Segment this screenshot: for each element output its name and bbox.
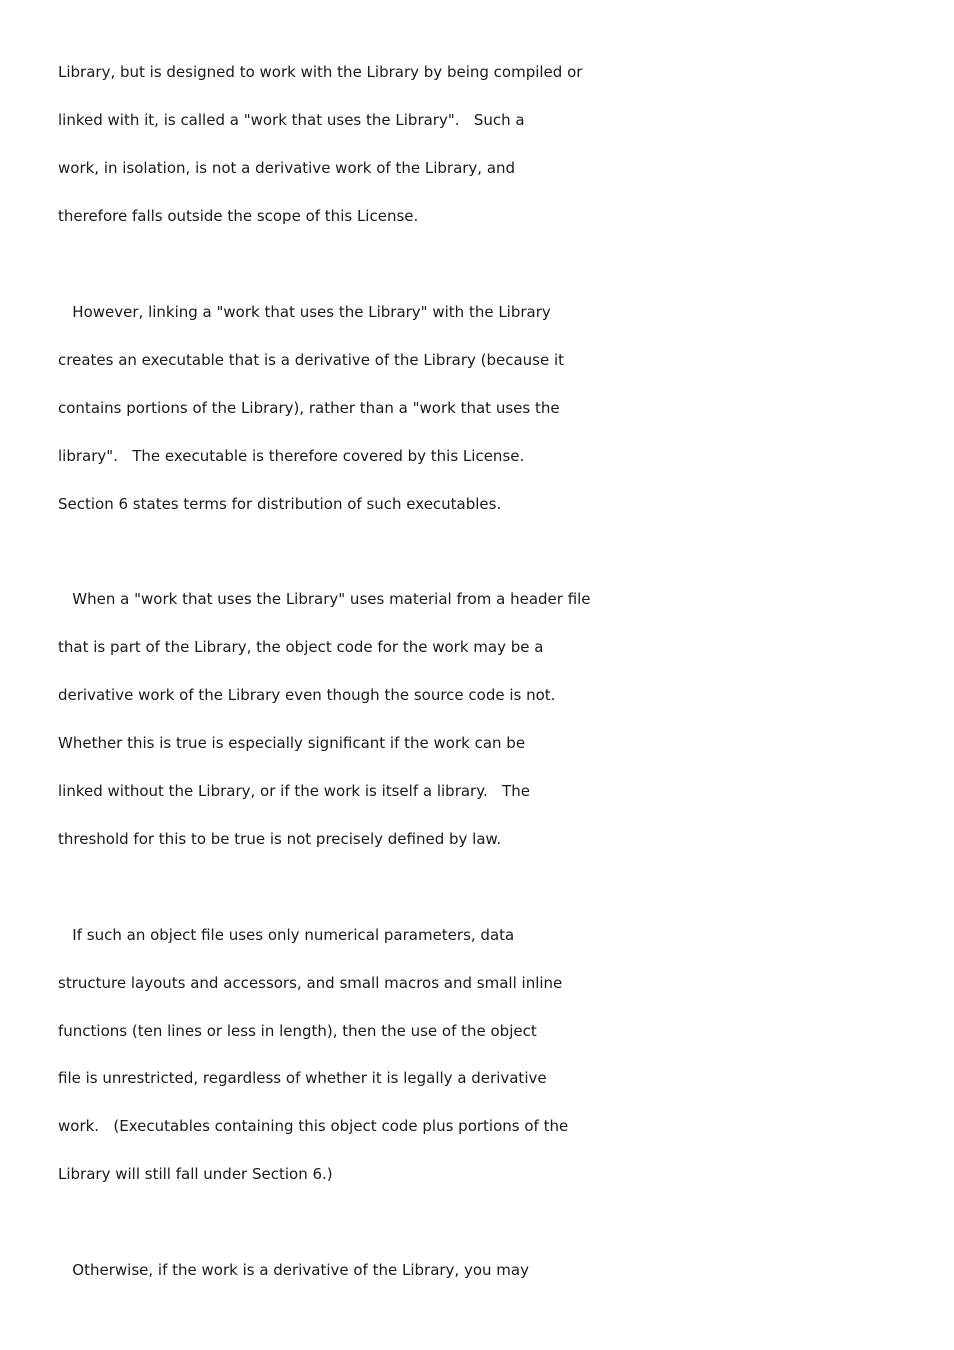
text-line: Library, but is designed to work with the Library by being compiled or bbox=[58, 63, 583, 81]
text-line: linked without the Library, or if the work is itself a library. The bbox=[58, 782, 530, 800]
text-line: Whether this is true is especially significant if the work can be bbox=[58, 734, 526, 752]
text-line: derivative work of the Library even though the source code is not. bbox=[58, 686, 556, 704]
text-line: file is unrestricted, regardless of whether it is legally a derivative bbox=[58, 1069, 547, 1087]
text-line: functions (ten lines or less in length), then the use of the object bbox=[58, 1022, 537, 1040]
text-line: library". The executable is therefore covered by this License. bbox=[58, 447, 525, 465]
text-line: work, in isolation, is not a derivative work of the Library, and bbox=[58, 159, 516, 177]
text-line: Section 6 states terms for distribution of such executables. bbox=[58, 495, 502, 513]
text-line: structure layouts and accessors, and small macros and small inline bbox=[58, 974, 563, 992]
text-line: If such an object file uses only numerical parameters, data bbox=[58, 926, 515, 944]
text-line: When a "work that uses the Library" uses material from a header file bbox=[58, 590, 591, 608]
text-line: Library will still fall under Section 6.) bbox=[58, 1165, 333, 1183]
text-line: linked with it, is called a "work that uses the Library". Such a bbox=[58, 111, 525, 129]
text-line: However, linking a "work that uses the Library" with the Library bbox=[58, 303, 551, 321]
text-line: that is part of the Library, the object code for the work may be a bbox=[58, 638, 544, 656]
text-line: contains portions of the Library), rather than a "work that uses the bbox=[58, 399, 560, 417]
text-line: therefore falls outside the scope of this License. bbox=[58, 207, 419, 225]
text-line: work. (Executables containing this object code plus portions of the bbox=[58, 1117, 569, 1135]
text-line: threshold for this to be true is not precisely defined by law. bbox=[58, 830, 502, 848]
text-line: Otherwise, if the work is a derivative of the Library, you may bbox=[58, 1261, 529, 1279]
text-line: creates an executable that is a derivative of the Library (because it bbox=[58, 351, 565, 369]
